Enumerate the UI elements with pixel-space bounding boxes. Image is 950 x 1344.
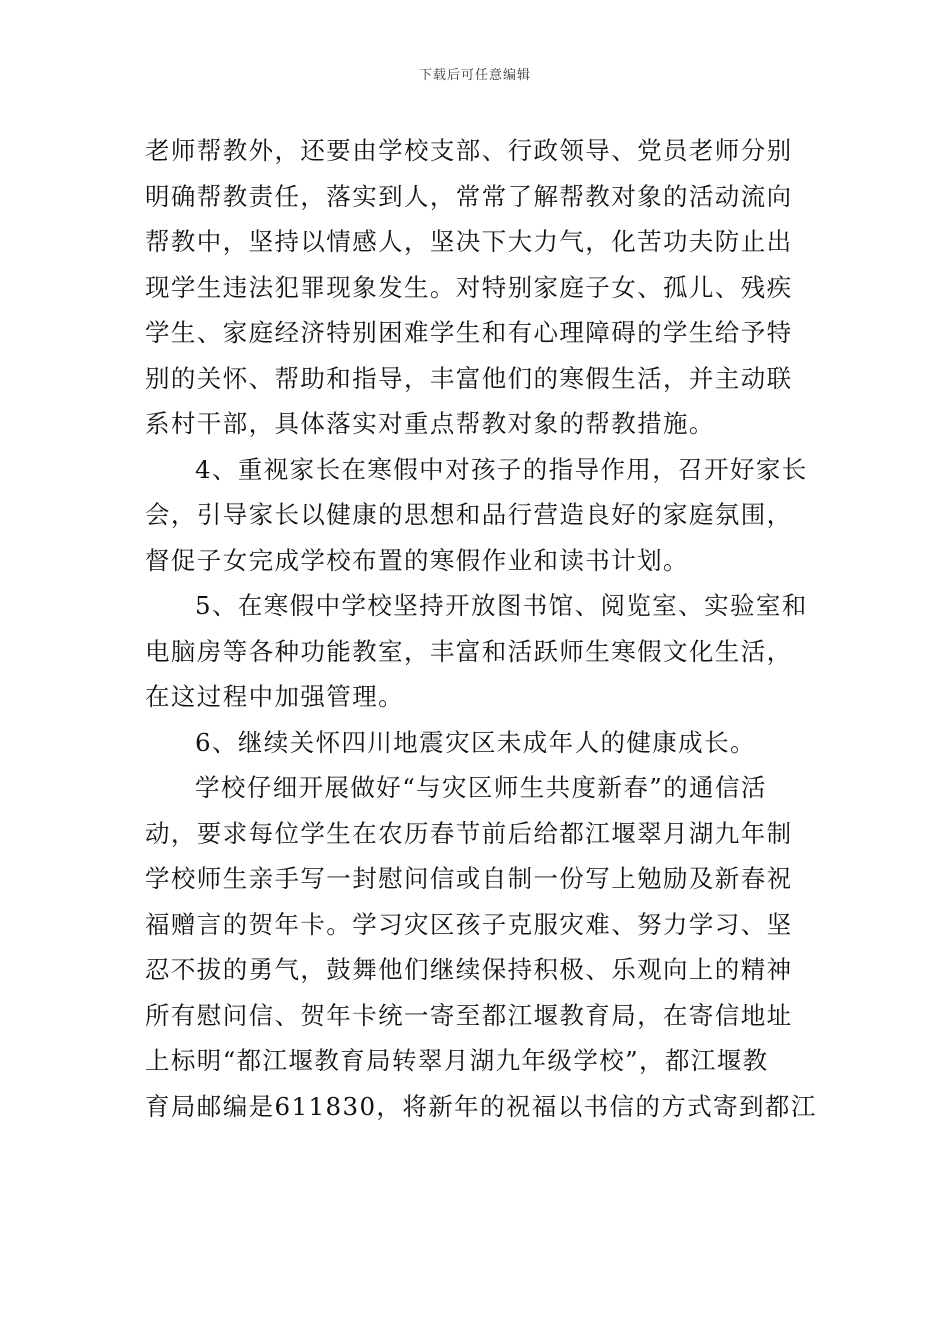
text-line: 系村干部，具体落实对重点帮教对象的帮教措施。 bbox=[145, 409, 715, 438]
text-line: 育局邮编是611830，将新年的祝福以书信的方式寄到都江 bbox=[145, 1091, 817, 1121]
text-line: 忍不拔的勇气，鼓舞他们继续保持积极、乐观向上的精神 bbox=[145, 955, 793, 984]
text-line: 电脑房等各种功能教室，丰富和活跃师生寒假文化生活， bbox=[145, 636, 793, 666]
text-line: 别的关怀、帮助和指导，丰富他们的寒假生活，并主动联 bbox=[145, 363, 793, 393]
paragraph-6-first-line: 6、继续关怀四川地震灾区未成年人的健康成长。 bbox=[195, 727, 756, 757]
text-line: 所有慰问信、贺年卡统一寄至都江堰教育局，在寄信地址 bbox=[145, 1000, 793, 1030]
text-line: 老师帮教外，还要由学校支部、行政领导、党员老师分别 bbox=[145, 136, 793, 165]
text-line: 督促子女完成学校布置的寒假作业和读书计划。 bbox=[145, 545, 689, 575]
text-line: 现学生违法犯罪现象发生。对特别家庭子女、孤儿、残疾 bbox=[145, 272, 793, 302]
text-line: 学校师生亲手写一封慰问信或自制一份写上勉励及新春祝 bbox=[145, 864, 793, 893]
text-line: 福赠言的贺年卡。学习灾区孩子克服灾难、努力学习、坚 bbox=[145, 909, 793, 939]
paragraph-4-first-line: 4、重视家长在寒假中对孩子的指导作用，召开好家长 bbox=[195, 454, 808, 484]
paragraph-5-first-line: 5、在寒假中学校坚持开放图书馆、阅览室、实验室和 bbox=[195, 591, 808, 620]
text-line: 帮教中，坚持以情感人，坚决下大力气，化苦功夫防止出 bbox=[145, 227, 793, 256]
text-line: 明确帮教责任，落实到人，常常了解帮教对象的活动流向 bbox=[145, 181, 793, 211]
text-line: 在这过程中加强管理。 bbox=[145, 682, 404, 711]
page-header: 下载后可任意编辑 bbox=[418, 68, 531, 83]
text-line: 动，要求每位学生在农历春节前后给都江堰翠月湖九年制 bbox=[145, 818, 793, 848]
text-line: 学生、家庭经济特别困难学生和有心理障碍的学生给予特 bbox=[145, 318, 793, 347]
text-line: 会，引导家长以健康的思想和品行营造良好的家庭氛围， bbox=[145, 500, 793, 529]
document-body bbox=[145, 128, 817, 1129]
text-line: 上标明“都江堰教育局转翠月湖九年级学校”，都江堰教 bbox=[145, 1046, 769, 1075]
paragraph-7-first-line: 学校仔细开展做好“与灾区师生共度新春”的通信活 bbox=[195, 773, 767, 802]
